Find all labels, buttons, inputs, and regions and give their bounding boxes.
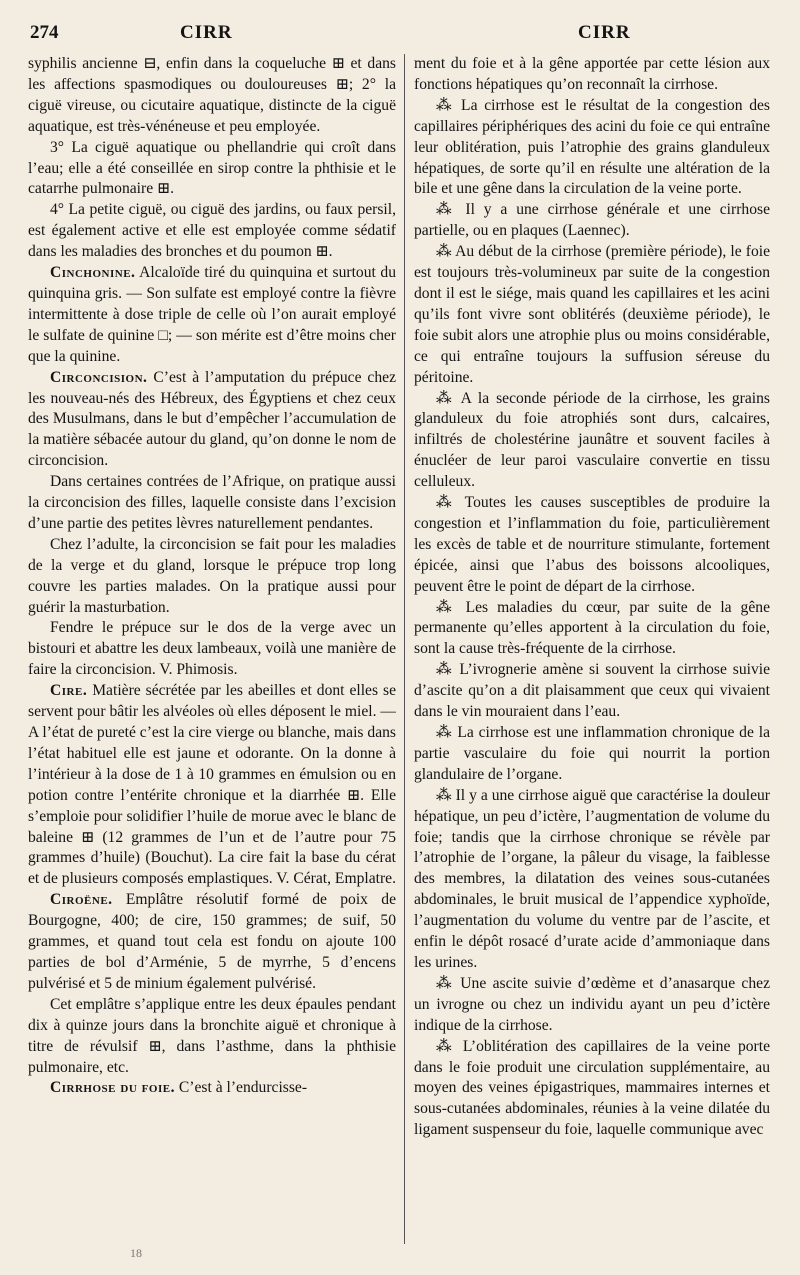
right-guide-word: CIRR bbox=[578, 22, 631, 43]
entry-text: 4° La petite ciguë, ou ciguë des jardins, ou faux persil, est également active et elle est employée comme sédatif dans les maladies des bronches et du poumon ⊞. bbox=[28, 201, 396, 261]
left-guide-word: CIRR bbox=[180, 22, 233, 43]
entry-text: ⁂ Il y a une cirrhose aiguë que caractérise la douleur hépatique, un peu d’ictère, l’augmentation de volume du foie; tandis que la cirrhose chronique se révèle par l’atrophie de l’organe, la pâleur du visage, la faiblesse des membres, la dilatation des veines sous-cutanées abdominales, le bruit musical de l’appendice xyphoïde, l’augmentation du volume du ventre par de l’ascite, et enfin le dépôt rosacé d’urate acide d’ammoniaque dans les urines. bbox=[414, 786, 770, 971]
entry-paragraph bbox=[28, 263, 396, 368]
entry-text: Dans certaines contrées de l’Afrique, on pratique aussi la circoncision des filles, laquelle consiste dans l’excision d’une partie des petites lèvres naturellement pendantes. bbox=[28, 473, 396, 532]
entry-text: Chez l’adulte, la circoncision se fait pour les maladies de la verge et du gland, lorsque le prépuce trop long couvre les parties malades. On la pratique aussi pour guérir la masturbation. bbox=[28, 535, 396, 616]
entry-text: Cet emplâtre s’applique entre les deux épaules pendant dix à quinze jours dans la bronchite aiguë et chronique à titre de révulsif ⊞, dans l’asthme, dans la phthisie pulmonaire, etc. bbox=[28, 995, 396, 1076]
entry-paragraph bbox=[414, 389, 770, 494]
entry-paragraph bbox=[414, 723, 770, 786]
entry-paragraph bbox=[414, 786, 770, 974]
entry-paragraph bbox=[28, 681, 396, 890]
running-header bbox=[30, 22, 770, 48]
entry-text: Emplâtre résolutif formé de poix de Bourgogne, 400; de cire, 150 grammes; de suif, 50 grammes, et quand tout cela est fondu on ajoute 100 parties de bol d’Arménie, 5 de myrrhe, 5 d’encens pulvérisé et 5 de minium également pulvérisé. bbox=[28, 891, 396, 992]
right-column bbox=[414, 54, 770, 1244]
entry-text: ⁂ La cirrhose est le résultat de la congestion des capillaires périphériques des acini du foie ce qui entraîne leur oblitération, puis l’atrophie des grains glanduleux hépatiques, de sorte qu’il en résulte une altération de la bile et une gêne dans la circulation de la veine porte. bbox=[414, 96, 770, 198]
entry-text: ⁂ L’ivrognerie amène si souvent la cirrhose suivie d’ascite qu’on a dit plaisamment que ceux qui vivaient dans le vin mouraient dans l’eau. bbox=[414, 661, 770, 721]
entry-paragraph bbox=[28, 54, 396, 138]
entry-paragraph bbox=[414, 242, 770, 388]
entry-paragraph bbox=[414, 96, 770, 201]
entry-paragraph bbox=[28, 995, 396, 1079]
entry-paragraph bbox=[28, 200, 396, 263]
entry-headword: Cirrhose du foie. bbox=[50, 1079, 175, 1097]
entry-text: ⁂ L’oblitération des capillaires de la veine porte dans le foie produit une circulation supplémentaire, au moyen des veines épigastriques, mammaires internes et sous-cutanées abdominales, réunies à la veine dilatée du ligament suspenseur du foie, laquelle communique avec bbox=[414, 1037, 770, 1139]
entry-headword: Cire. bbox=[50, 682, 88, 700]
entry-text: C’est à l’amputation du prépuce chez les nouveau-nés des Hébreux, des Égyptiens et chez ceux des Musulmans, dans le but d’empêcher l’accumulation de la matière sébacée autour du gland, qu’on donne le nom de circoncision. bbox=[28, 368, 396, 470]
entry-paragraph bbox=[28, 368, 396, 473]
entry-paragraph bbox=[414, 54, 770, 96]
entry-headword: Ciroëne. bbox=[50, 891, 113, 909]
entry-headword: Cinchonine. bbox=[50, 264, 136, 282]
entry-paragraph bbox=[414, 598, 770, 661]
entry-text: ⁂ Toutes les causes susceptibles de produire la congestion et l’inflammation du foie, particulièrement les excès de table et de nourriture stimulante, fortement épicée, ainsi que l’abus des boissons alcooliques, peuvent être le point de départ de la cirrhose. bbox=[414, 494, 770, 595]
entry-text: ⁂ Au début de la cirrhose (première période), le foie est toujours très-volumineux par suite de la congestion dont il est le siége, mais quand les capillaires et les acini qu’ils font vivre sont oblitérés (deuxième période), le foie subit alors une atrophie plus ou moins considérable, ce qui entraîne toujours la suffusion séreuse du péritoine. bbox=[414, 243, 770, 386]
entry-paragraph bbox=[414, 493, 770, 598]
entry-text: Matière sécrétée par les abeilles et dont elles se servent pour bâtir les alvéoles où elles déposent le miel. — A l’état de pureté c’est la cire vierge ou blanche, mais dans l’état habituel elle est jaune et odorante. On la donne à l’intérieur à la dose de 1 à 10 grammes en émulsion ou en potion contre l’entérite chronique et la diarrhée ⊞. Elle s’emploie pour solidifier l’huile de morue avec le blanc de baleine ⊞ (12 grammes de l’un et de l’autre pour 75 grammes d’huile) (Bouchut). La cire fait la base du cérat et de plusieurs composés emplastiques. V. Cérat, Emplatre. bbox=[28, 682, 396, 888]
entry-text: syphilis ancienne ⊟, enfin dans la coqueluche ⊞ et dans les affections spasmodiques ou douloureuses ⊞; 2° la ciguë vireuse, ou cicutaire aquatique, distincte de la ciguë aquatique, est très-vénéneuse et peu employée. bbox=[28, 55, 396, 135]
entry-text: C’est à l’endurcisse- bbox=[174, 1079, 308, 1097]
entry-text: ⁂ Les maladies du cœur, par suite de la gêne permanente qu’elles apportent à la circulation du foie, sont la cause très-fréquente de la cirrhose. bbox=[414, 598, 770, 658]
entry-text: ment du foie et à la gêne apportée par cette lésion aux fonctions hépatiques qu’on reconnaît la cirrhose. bbox=[414, 55, 770, 93]
entry-paragraph bbox=[414, 974, 770, 1037]
entry-paragraph bbox=[28, 618, 396, 681]
entry-paragraph bbox=[28, 472, 396, 535]
entry-paragraph bbox=[414, 200, 770, 242]
column-divider bbox=[404, 54, 405, 1244]
entry-text: 3° La ciguë aquatique ou phellandrie qui croît dans l’eau; elle a été conseillée en sirop contre la phthisie et le catarrhe pulmonaire ⊞. bbox=[28, 138, 396, 198]
entry-text: ⁂ La cirrhose est une inflammation chronique de la partie vasculaire du foie qui nourrit la portion glandulaire de l’organe. bbox=[414, 724, 770, 783]
entry-text: ⁂ Il y a une cirrhose générale et une cirrhose partielle, ou en plaques (Laennec). bbox=[414, 201, 770, 240]
entry-text: Fendre le prépuce sur le dos de la verge avec un bistouri et abattre les deux lambeaux, voilà une manière de faire la circoncision. V. Phimosis. bbox=[28, 619, 396, 679]
entry-paragraph bbox=[414, 660, 770, 723]
entry-paragraph bbox=[28, 535, 396, 619]
entry-paragraph bbox=[28, 1078, 396, 1099]
entry-headword: Circoncision. bbox=[50, 368, 148, 386]
entry-text: ⁂ A la seconde période de la cirrhose, les grains glanduleux du foie atrophiés sont durs, calcaires, infiltrés de cholestérine jaunâtre et souvent faciles à énucléer de leur paroi vasculaire convertie en tissu celluleux. bbox=[414, 389, 770, 491]
entry-paragraph bbox=[28, 138, 396, 201]
entry-paragraph bbox=[414, 1037, 770, 1142]
page-number: 274 bbox=[30, 22, 59, 43]
entry-paragraph bbox=[28, 890, 396, 995]
printer-signature: 18 bbox=[130, 1246, 142, 1260]
left-column bbox=[28, 54, 396, 1244]
entry-text: ⁂ Une ascite suivie d’œdème et d’anasarque chez un ivrogne ou chez un individu ayant un peu d’ictère indique de la cirrhose. bbox=[414, 974, 770, 1034]
entry-text: Alcaloïde tiré du quinquina et surtout du quinquina gris. — Son sulfate est employé contre la fièvre intermittente à dose triple de celle où l’on aurait employé le sulfate de quinine □; — son mérite est d’être moins cher que la quinine. bbox=[28, 264, 396, 365]
